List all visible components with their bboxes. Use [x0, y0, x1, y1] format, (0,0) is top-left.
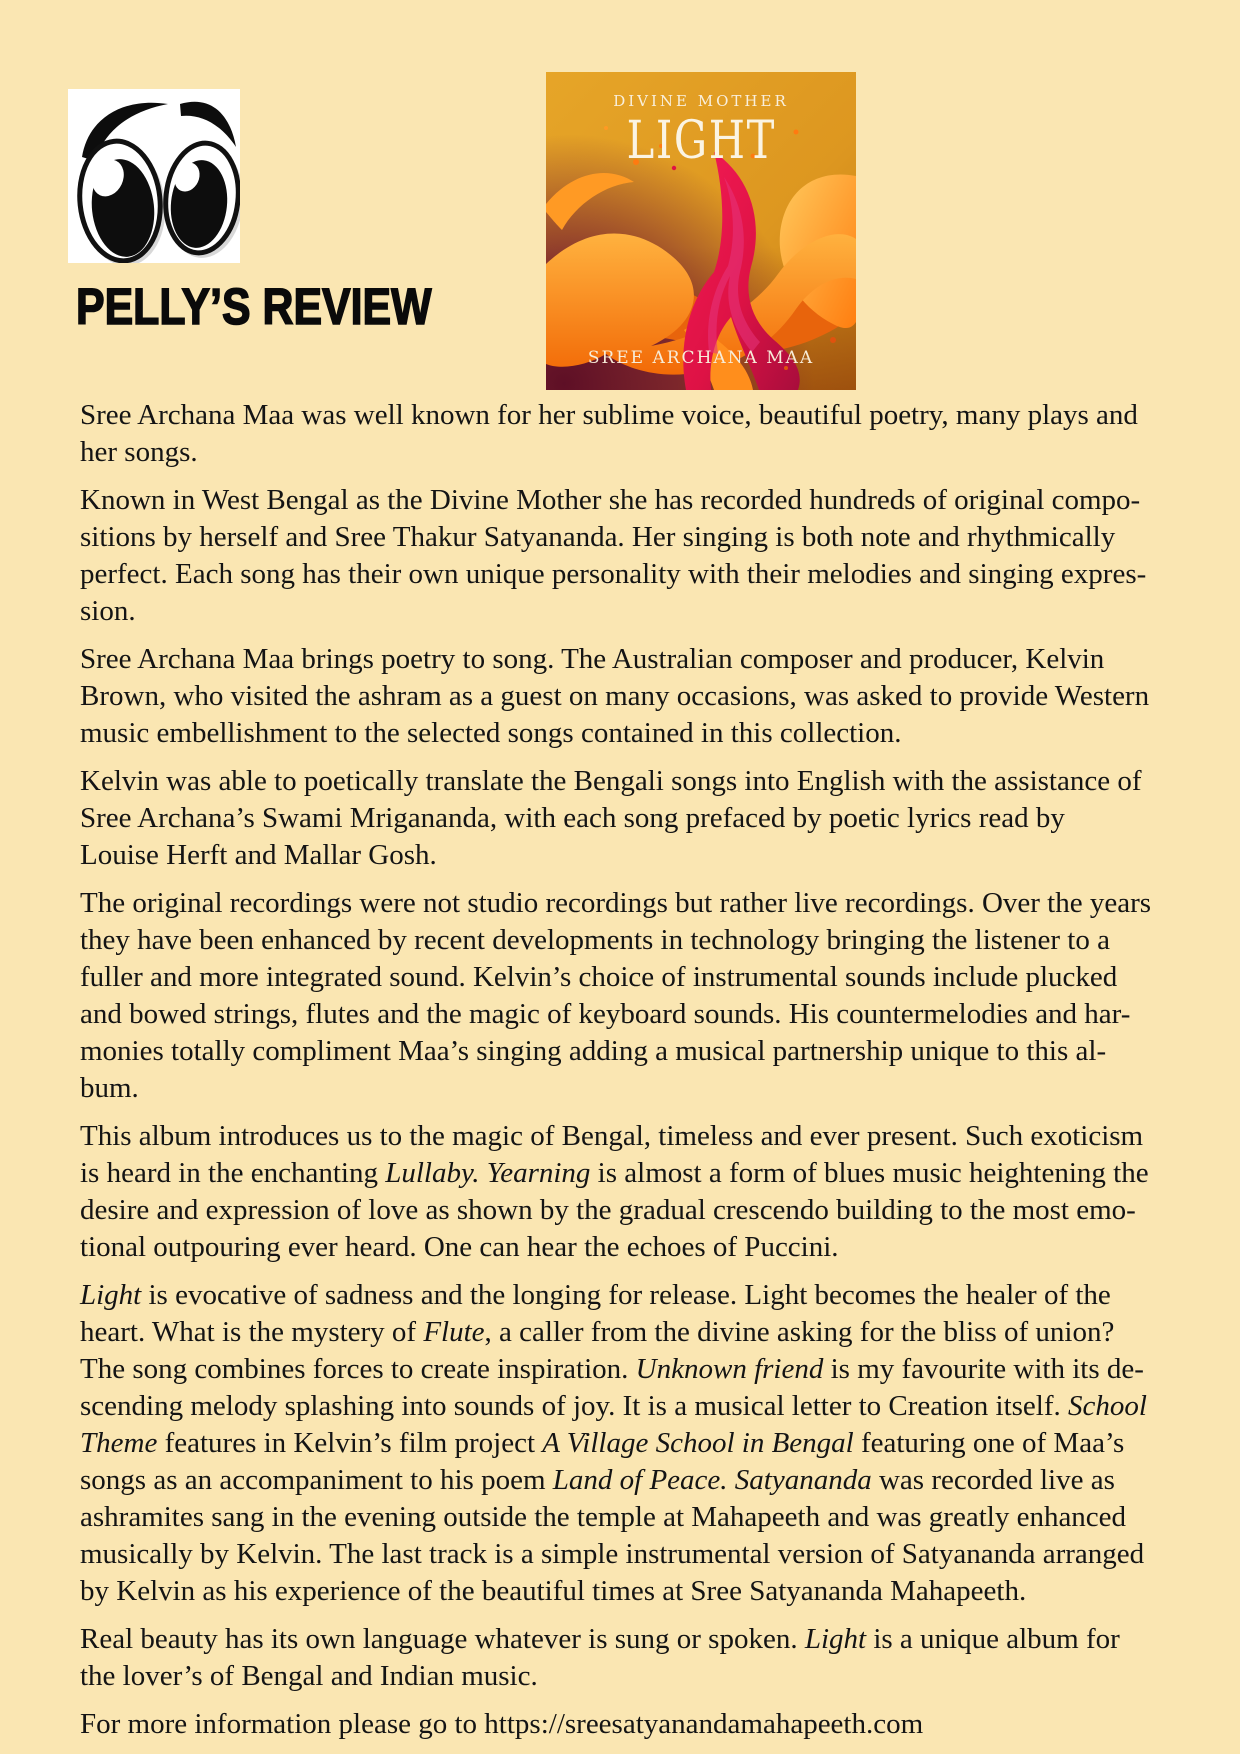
review-line: perfect. Each song has their own unique personality with their melodies and singing expres- [80, 558, 1147, 590]
review-paragraph [80, 1621, 1190, 1695]
album-artist: SREE ARCHANA MAA [587, 348, 815, 368]
review-paragraph [80, 397, 1190, 471]
review-paragraph [80, 1706, 1190, 1743]
review-line: This album introduces us to the magic of Bengal, timeless and ever present. Such exoticism [80, 1120, 1144, 1152]
review-paragraph [80, 763, 1190, 874]
album-title-text: LIGHT [626, 111, 776, 171]
review-line: Louise Herft and Mallar Gosh. [80, 839, 437, 871]
album-title [546, 110, 856, 172]
review-line: scending melody splashing into sounds of joy. It is a musical letter to Creation itself. School [80, 1390, 1147, 1422]
review-line: The song combines forces to create inspiration. Unknown friend is my favourite with its de- [80, 1353, 1144, 1385]
review-line: For more information please go to https://sreesatyanandamahapeeth.com [80, 1708, 924, 1740]
review-line: desire and expression of love as shown by the gradual crescendo building to the most emo- [80, 1194, 1136, 1226]
review-line: sitions by herself and Sree Thakur Satyananda. Her singing is both note and rhythmically [80, 521, 1116, 553]
review-line: the lover’s of Bengal and Indian music. [80, 1660, 538, 1692]
review-line: heart. What is the mystery of Flute, a caller from the divine asking for the bliss of union? [80, 1316, 1115, 1348]
review-line: The original recordings were not studio recordings but rather live recordings. Over the years [80, 887, 1152, 919]
review-line: they have been enhanced by recent developments in technology bringing the listener to a [80, 924, 1110, 956]
review-paragraph [80, 641, 1190, 752]
review-line: Brown, who visited the ashram as a guest on many occasions, was asked to provide Western [80, 680, 1150, 712]
review-line: sion. [80, 595, 136, 627]
review-line: Kelvin was able to poetically translate the Bengali songs into English with the assistance of [80, 765, 1142, 797]
review-line: and bowed strings, flutes and the magic of keyboard sounds. His countermelodies and har- [80, 998, 1131, 1030]
review-line: Sree Archana Maa was well known for her sublime voice, beautiful poetry, many plays and [80, 399, 1138, 431]
review-paragraph [80, 482, 1190, 630]
review-line: songs as an accompaniment to his poem Land of Peace. Satyananda was recorded live as [80, 1464, 1115, 1496]
review-line: Sree Archana Maa brings poetry to song. The Australian composer and producer, Kelvin [80, 643, 1105, 675]
review-line: her songs. [80, 436, 198, 468]
page-title-text: PELLY’S REVIEW [76, 278, 432, 335]
review-line: Real beauty has its own language whatever is sung or spoken. Light is a unique album for [80, 1623, 1120, 1655]
album-subtitle: DIVINE MOTHER [613, 92, 789, 110]
review-line: ashramites sang in the evening outside the temple at Mahapeeth and was greatly enhanced [80, 1501, 1127, 1533]
page-title [76, 278, 499, 335]
review-line: bum. [80, 1072, 139, 1104]
review-text [80, 397, 1190, 1754]
review-line: fuller and more integrated sound. Kelvin’s choice of instrumental sounds include plucked [80, 961, 1118, 993]
review-line: music embellishment to the selected songs contained in this collection. [80, 717, 902, 749]
review-line: Sree Archana’s Swami Mrigananda, with each song prefaced by poetic lyrics read by [80, 802, 1065, 834]
review-line: Theme features in Kelvin’s film project A Village School in Bengal featuring one of Maa’s [80, 1427, 1125, 1459]
review-line: tional outpouring ever heard. One can hear the echoes of Puccini. [80, 1231, 839, 1263]
review-line: musically by Kelvin. The last track is a simple instrumental version of Satyananda arranged [80, 1538, 1145, 1570]
pellys-review-logo [68, 89, 240, 263]
review-line: is heard in the enchanting Lullaby. Yearning is almost a form of blues music heightening the [80, 1157, 1149, 1189]
review-paragraph [80, 1118, 1190, 1266]
review-line: Known in West Bengal as the Divine Mother she has recorded hundreds of original compo- [80, 484, 1141, 516]
review-line: monies totally compliment Maa’s singing adding a musical partnership unique to this al- [80, 1035, 1107, 1067]
review-line: Light is evocative of sadness and the longing for release. Light becomes the healer of the [80, 1279, 1111, 1311]
review-paragraph [80, 1277, 1190, 1610]
review-line: by Kelvin as his experience of the beautiful times at Sree Satyananda Mahapeeth. [80, 1575, 1027, 1607]
review-paragraph [80, 885, 1190, 1107]
cartoon-eyes-icon [68, 89, 240, 263]
album-cover [546, 72, 856, 390]
